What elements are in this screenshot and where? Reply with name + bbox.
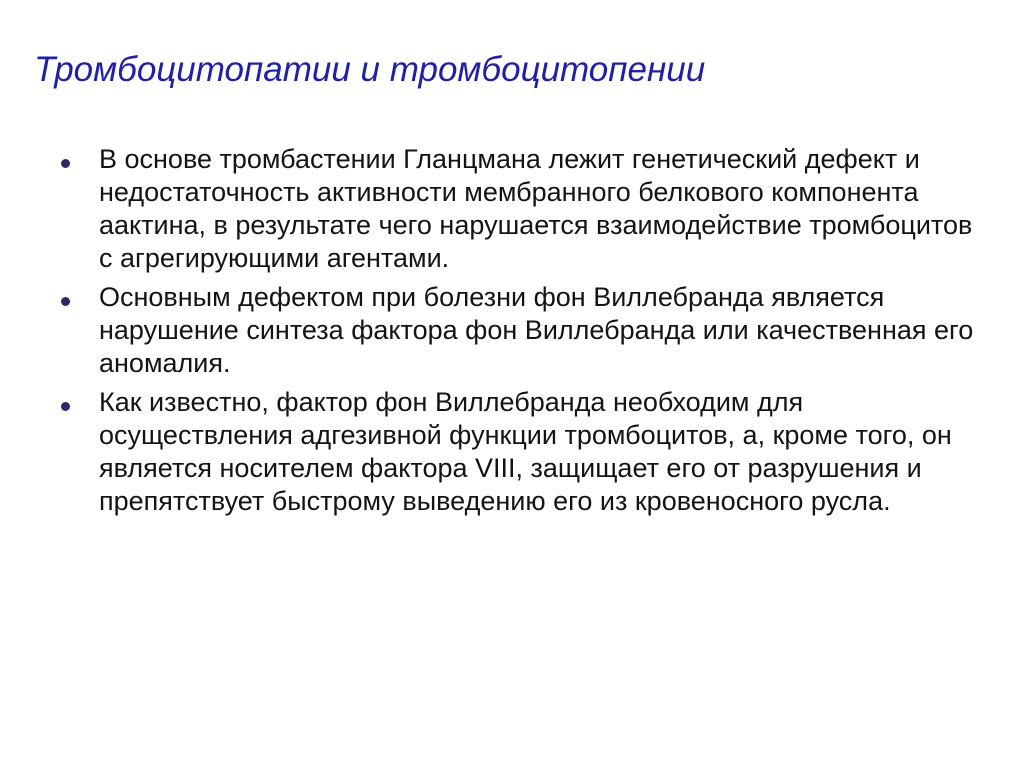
bullet-list (58, 143, 974, 524)
bullet-item-glanzmann (58, 143, 974, 275)
bullet-dot-icon (61, 402, 70, 411)
bullet-dot-icon (61, 159, 70, 168)
bullet-item-willebrand-function (58, 386, 974, 518)
bullet-text: В основе тромбастении Гланцмана лежит генетический дефект и недостаточность активности мембранного белкового компонента аактина, в результате чего нарушается взаимодействие тромбоцитов с агрегирующими агентами. (99, 144, 973, 273)
slide-title: Тромбоцитопатии и тромбоцитопении (34, 50, 706, 89)
bullet-text: Как известно, фактор фон Виллебранда необходим для осуществления адгезивной функции тромбоцитов, а, кроме того, он является носителем фактора VIII, защищает его от разрушения и препятствует быстрому выведению его из кровеносного русла. (99, 387, 952, 516)
bullet-text: Основным дефектом при болезни фон Виллебранда является нарушение синтеза фактора фон Виллебранда или качественная его аномалия. (99, 282, 974, 378)
bullet-item-willebrand-defect (58, 281, 974, 380)
bullet-dot-icon (61, 297, 70, 306)
